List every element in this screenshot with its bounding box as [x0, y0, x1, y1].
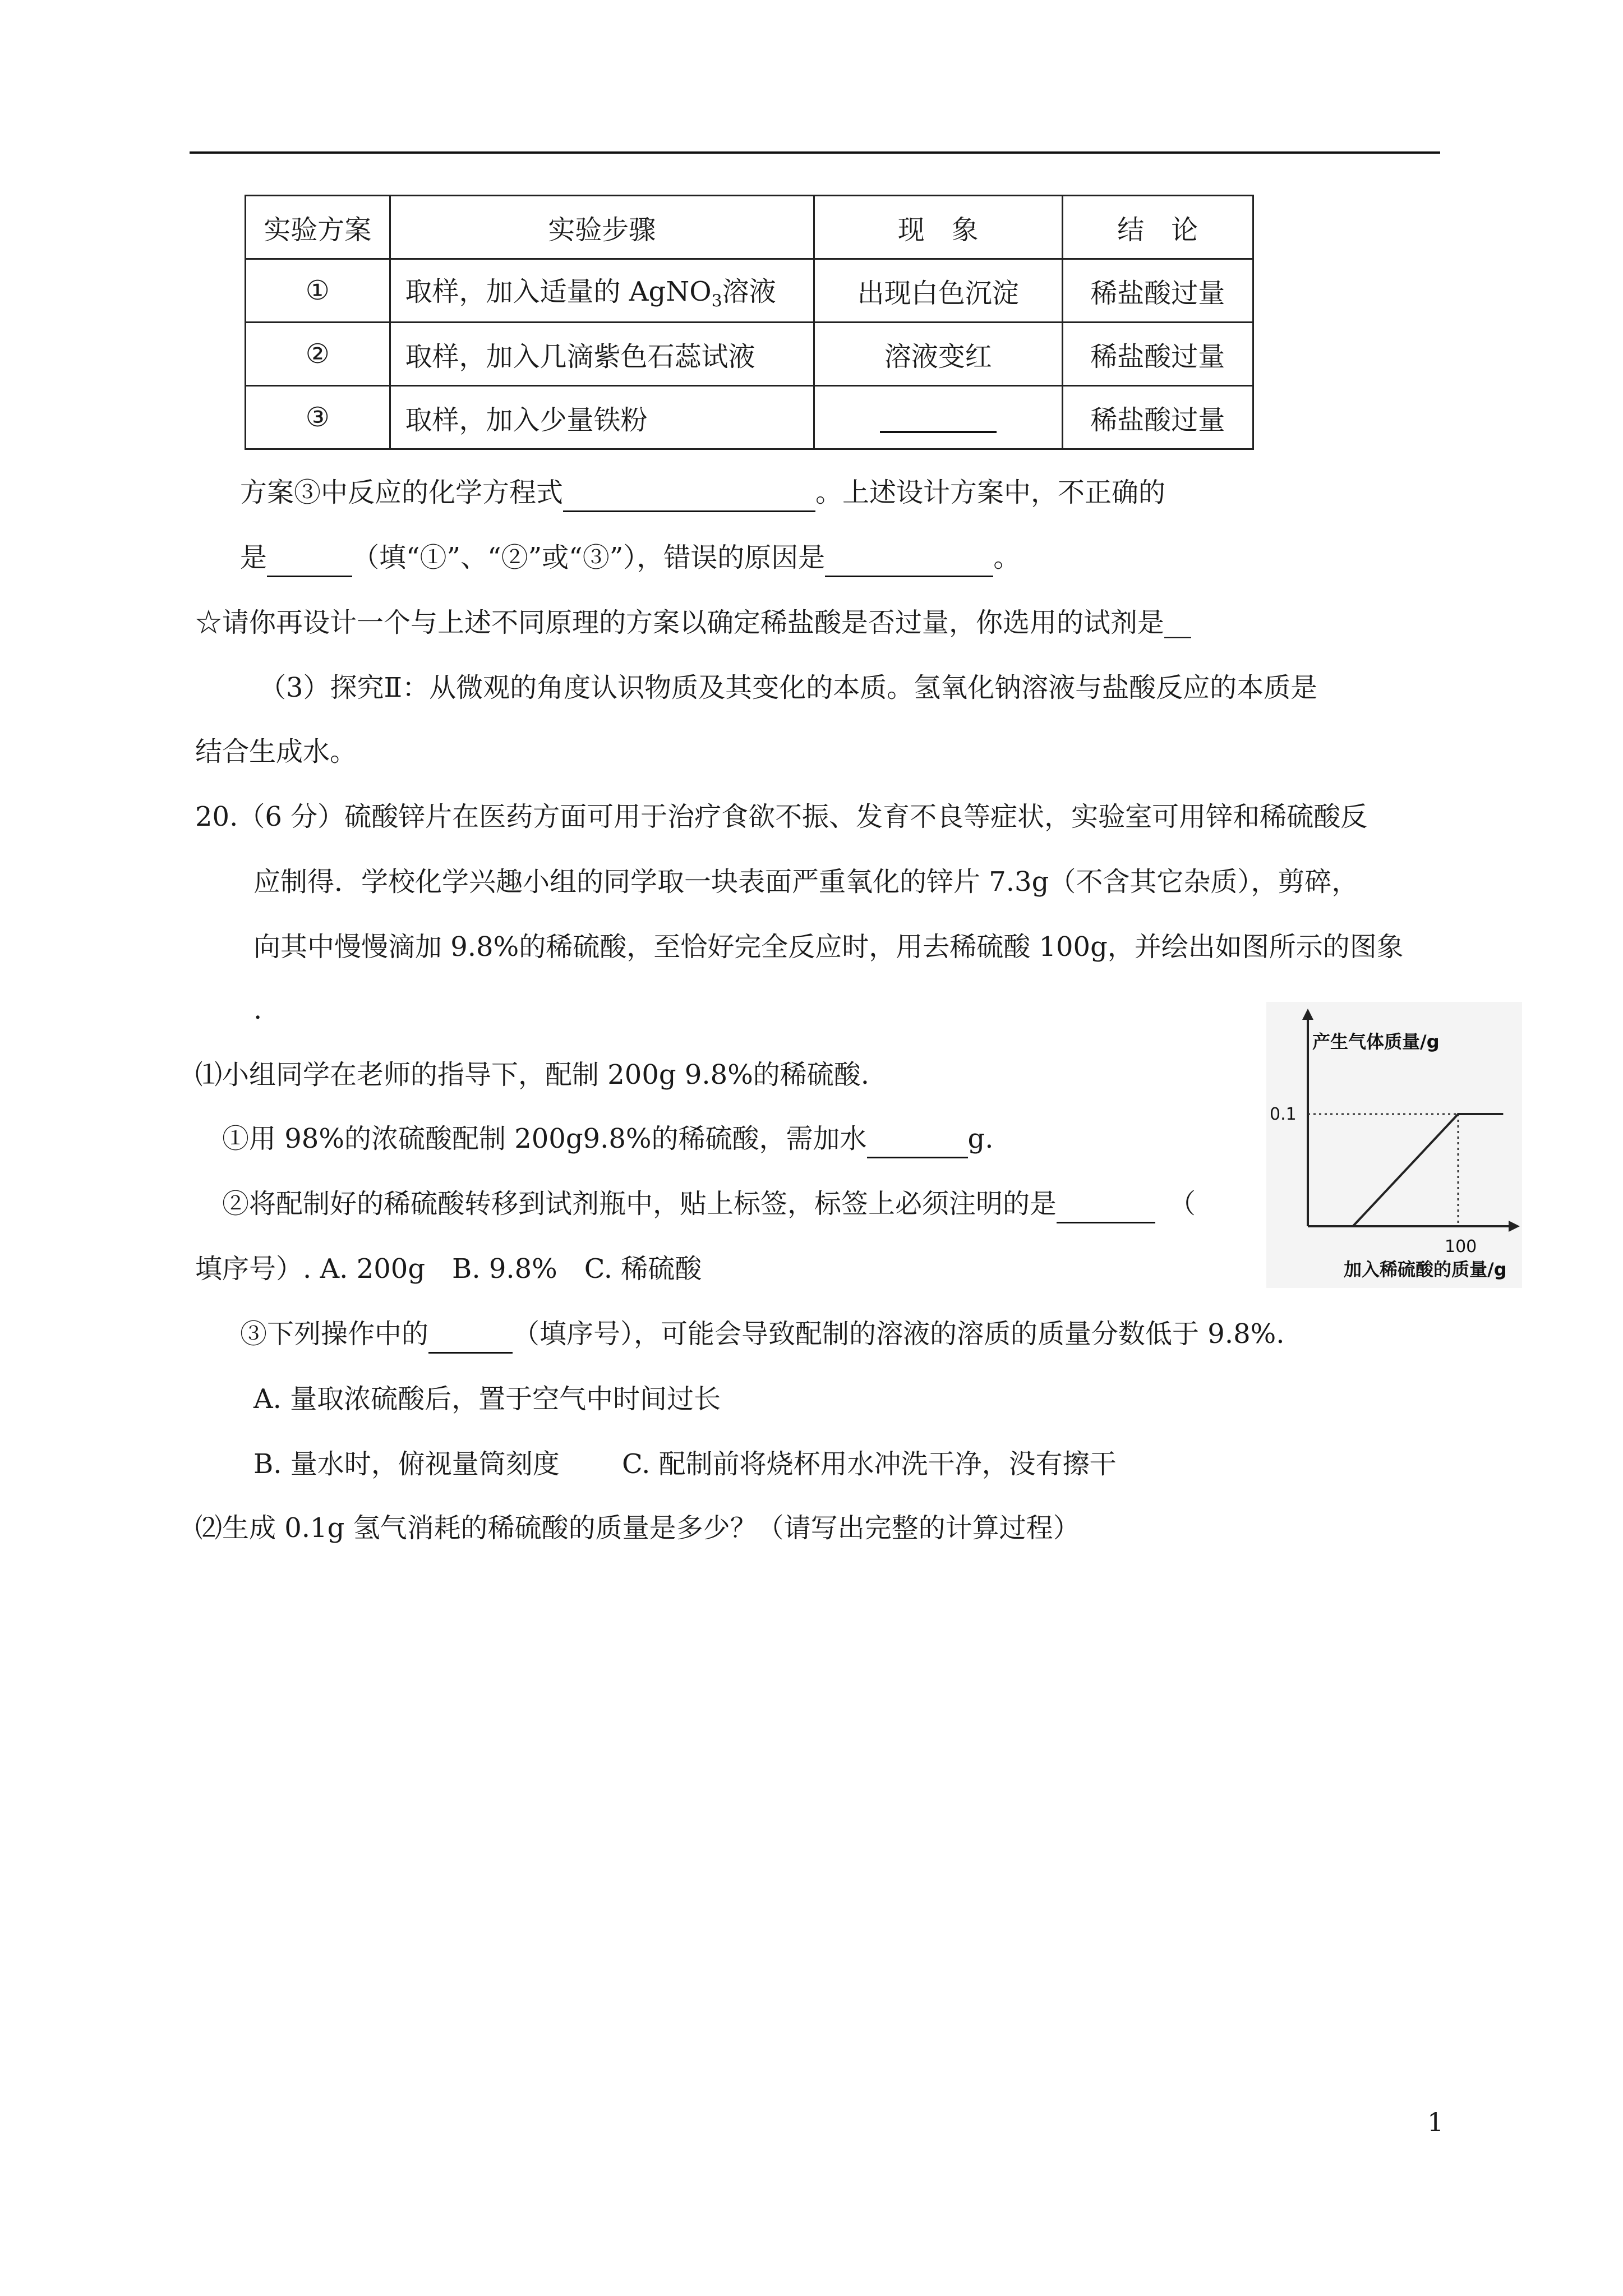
- header-step: 实验步骤: [390, 196, 814, 259]
- step-cell: 取样，加入少量铁粉: [390, 386, 814, 449]
- part-1c: ③下列操作中的 （填序号），可能会导致配制的溶液的溶质的质量分数低于 9.8%.: [240, 1316, 1284, 1354]
- operation-blank[interactable]: [428, 1316, 513, 1354]
- question-20-line4: .: [253, 994, 262, 1025]
- part-1b-options: 填序号）. A. 200g B. 9.8% C. 稀硫酸: [195, 1253, 702, 1285]
- part-1: ⑴小组同学在老师的指导下，配制 200g 9.8%的稀硫酸.: [195, 1059, 870, 1091]
- header-plan: 实验方案: [246, 196, 390, 259]
- option-a: A. 量取浓硫酸后，置于空气中时间过长: [253, 1383, 721, 1415]
- question-20-line3: 向其中慢慢滴加 9.8%的稀硫酸，至恰好完全反应时，用去稀硫酸 100g，并绘出如图所示的图象: [253, 931, 1404, 963]
- part-2: ⑵生成 0.1g 氢气消耗的稀硫酸的质量是多少？（请写出完整的计算过程）: [195, 1512, 1080, 1544]
- phenomenon-cell: 溶液变红: [814, 323, 1062, 386]
- plan-cell: ③: [246, 386, 390, 449]
- label-blank[interactable]: [1057, 1186, 1155, 1223]
- y-tick-label: 0.1: [1270, 1105, 1297, 1124]
- chart-svg: [1266, 1002, 1522, 1288]
- design-question: ☆请你再设计一个与上述不同原理的方案以确定稀盐酸是否过量，你选用的试剂是__: [195, 607, 1192, 638]
- x-axis-label: 加入稀硫酸的质量/g: [1344, 1259, 1507, 1280]
- water-blank[interactable]: [867, 1121, 968, 1158]
- explore-ii-cont: 结合生成水。: [195, 736, 357, 767]
- wrong-plan-blank[interactable]: [267, 540, 352, 577]
- option-b-c: B. 量水时，俯视量筒刻度 C. 配制前将烧杯用水冲洗干净，没有擦干: [253, 1448, 1117, 1480]
- phenomenon-cell: 出现白色沉淀: [814, 259, 1062, 323]
- conclusion-cell: 稀盐酸过量: [1062, 323, 1253, 386]
- table-row: [246, 386, 1253, 449]
- y-axis-label: 产生气体质量/g: [1312, 1031, 1440, 1052]
- step-cell: 取样，加入几滴紫色石蕊试液: [390, 323, 814, 386]
- question-20: 20.（6 分）硫酸锌片在医药方面可用于治疗食欲不振、发育不良等症状，实验室可用锌和稀硫酸反: [195, 801, 1368, 832]
- plan-cell: ①: [246, 259, 390, 323]
- step-cell: 取样，加入适量的 AgNO$_3$溶液: [390, 259, 814, 323]
- equation-line: 方案③中反应的化学方程式 。上述设计方案中，不正确的: [240, 475, 1165, 512]
- conclusion-cell: 稀盐酸过量: [1062, 386, 1253, 449]
- question-20-line2: 应制得．学校化学兴趣小组的同学取一块表面严重氧化的锌片 7.3g（不含其它杂质），剪碎，: [253, 866, 1359, 898]
- equation-blank[interactable]: [563, 475, 815, 512]
- explore-ii: （3）探究Ⅱ：从微观的角度认识物质及其变化的本质。氢氧化钠溶液与盐酸反应的本质是: [259, 672, 1318, 703]
- part-1b: ②将配制好的稀硫酸转移到试剂瓶中，贴上标签，标签上必须注明的是 （: [222, 1186, 1196, 1223]
- header-conclusion: 结 论: [1062, 196, 1253, 259]
- x-tick-label: 100: [1445, 1237, 1477, 1257]
- phenomenon-cell: [814, 386, 1062, 449]
- header-phenomenon: 现 象: [814, 196, 1062, 259]
- conclusion-cell: 稀盐酸过量: [1062, 259, 1253, 323]
- experiment-table: [245, 195, 1254, 450]
- table-row: [246, 259, 1253, 323]
- answer-blank[interactable]: [880, 403, 997, 433]
- plan-cell: ②: [246, 323, 390, 386]
- reason-blank[interactable]: [825, 540, 993, 577]
- table-row: [246, 323, 1253, 386]
- table-header-row: [246, 196, 1253, 259]
- header-rule: [190, 151, 1440, 154]
- page-number: 1: [1427, 2107, 1444, 2137]
- wrong-plan-line: 是 （填“①”、“②”或“③”），错误的原因是 。: [240, 540, 1020, 577]
- part-1a: ①用 98%的浓硫酸配制 200g9.8%的稀硫酸，需加水 g.: [222, 1121, 993, 1158]
- gas-mass-chart: [1266, 1002, 1522, 1288]
